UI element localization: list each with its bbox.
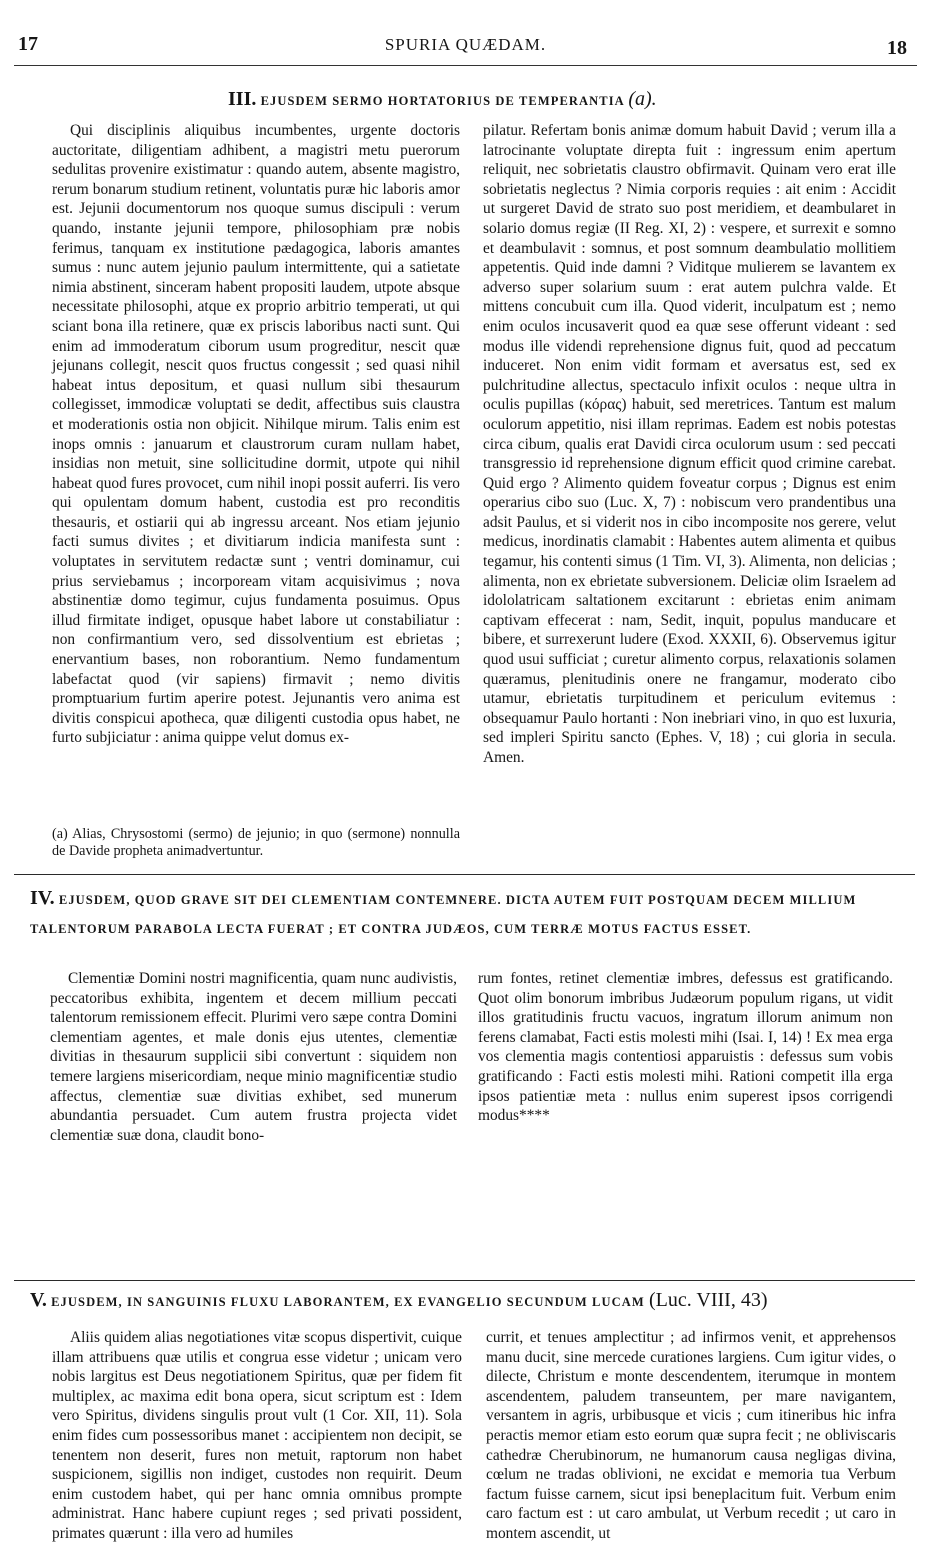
- section-4-heading: [30, 884, 901, 944]
- section-3-footnote: (a) Alias, Chrysostomi (sermo) de jejunio; in quo (sermone) nonnulla de Davide propheta animadvertuntur.: [52, 826, 460, 859]
- page-number-left: 17: [18, 33, 38, 55]
- section-5-left-text: Aliis quidem alias negotiationes vitæ scopus dispertivit, cuique illam attribuens quæ utilis et congrua esse videtur ; unicam vero nobis largitus est Deus negotiationem Spiritus, quæ per fidem fit multiplex, ac maxima edit bona opera, sicut scriptum est : Idem vero Spiritus, dividens singulis prout vult (1 Cor. XII, 11). Sola enim fides cum possessoribus manet : accipientem non decipit, se tenentem non deserit, fures non metuit, raptorum non habet suspicionem, sigillis non indiget, custodes non requirit. Deum enim custodem habet, qui per hanc omnia omnibus prompte administrat. Hanc habere cupiunt reges ; sed privati possident, primates quærunt : illa vero ad humiles: [52, 1329, 462, 1542]
- header-rule: [14, 65, 917, 66]
- section-4-left-column: [50, 969, 457, 1271]
- section-divider: [14, 874, 915, 875]
- section-5-heading: [30, 1287, 910, 1315]
- section-3-title: EJUSDEM SERMO HORTATORIUS DE TEMPERANTIA: [260, 94, 625, 108]
- running-head-title: SPURIA QUÆDAM.: [384, 35, 547, 54]
- section-3-note-mark: (a).: [628, 88, 657, 110]
- section-5-reference: (Luc. VIII, 43): [649, 1289, 768, 1311]
- section-3-numeral: III.: [228, 88, 257, 110]
- section-3-left-text: Qui disciplinis aliquibus incumbentes, urgente doctoris auctoritate, diligentiam adhibent, a magistri metu puerorum sedulitas provenire existimatur : quando autem, absente magistro, rerum bonarum studium retinent, voluntatis puræ hic laboris amor est. Jejunii documentorum nos quoque sumus discipuli : verum quando, instante jejunii tempore, philosophiam præ nobis ferimus, tanquam ex institutione pædagogica, laboris amantes sumus : nunc autem jejunio paulum intermittente, qui a satietate nimia abstinent, sinceram habent propositi laudem, utpote absque necessitate philosophi, atque ex proprio arbitrio temperati, ut qui sciant bona illa retinere, quæ ex priscis laboribus nacti sunt. Qui enim ad immoderatum ciborum usum progreditur, nescit quæ jejunans collegit, nescit quos fructus congessit ; sed quasi nihil habeat intus depositum, et quasi nullum sibi thesaurum collegisset, immodicæ voluptati se dedit, affectibus suis claustra et moderationis ostia non objicit. Nihilque mirum. Talis enim est inops omnis : januarum et claustrorum curam nullam habet, insidias non metuit, sine sollicitudine dormit, utpote qui nihil habeat quod fures provocet, cum nihil inopi possit auferri. Iis vero qui opulentam domum habent, custodia est pro reconditis thesauris, et ostiarii qui ab ingressu arceant. Nos etiam jejunio facti sumus divites ; et divitiarum indicia manifesta sunt : voluptates in servitutem redactæ sunt ; ventri dominamur, cui prius serviebamus ; incorpoream vitam acquisivimus ; nova abstinentiæ domo tegimur, cujus fundamenta posuimus. Opus illud firmitate indiget, opusque habet labore ut constabiliatur : non confirmantium vero, sed dissolventium est ebrietas ; enervantium bases, non roborantium. Nemo fundamentum labefactat quod (vir sapiens) firmavit ; nemo divitis promptuarium furtim aperire potest. Jejunantis vero anima est divitis conspicui apotheca, quæ diligenti custodia opus habet, ne furto subjiciatur : anima quippe velut domus ex-: [52, 122, 460, 747]
- page-number-right: 18: [887, 37, 907, 59]
- section-3-heading: [228, 86, 657, 114]
- section-4-left-text: Clementiæ Domini nostri magnificentia, quam nunc audivistis, peccatoribus exhibita, ingentem et decem millium peccati talentorum remissionem effecit. Plurimi vero sæpe contra Domini clementiam agentes, et male donis ejus utentes, clementiæ divitias in thesaurum supplicii sibi convertunt : siquidem non temere largiens misericordiam, neque minio magnificentiæ studio affectus, clementiæ suæ divitias exhibet, sed munerum abundantia persuadet. Cum autem frustra projecta videt clementiæ suæ dona, claudit bono-: [50, 970, 457, 1144]
- section-4-right-text: rum fontes, retinet clementiæ imbres, defessus est gratificando. Quot olim bonorum imbribus Judæorum populum rigans, ut vidit illos gratitudinis fructu vacuos, ingratum illorum animum non ferens clamabat, Facti estis molesti mihi (Isai. I, 14) ! Ex mea erga vos clementia magis contentiosi apparuistis : defessus sum vobis gratificando : Facti estis molesti mihi. Rationi competit illa erga ipsos patientiæ meta : nullus enim superest ipsos corrigendi modus****: [478, 970, 893, 1125]
- section-5-right-column: [486, 1328, 896, 1542]
- section-5-right-text: currit, et tenues amplectitur ; ad infirmos venit, et apprehensos manu ducit, sine mercede curationes largiens. Cum igitur vides, o dilecte, Christum e monte descendentem, iterumque in montem ascendentem, paludem transeuntem, per mare navigantem, versantem in agris, urbibusque et vicis ; cum itineribus hic infra peractis memor etiam esto eorum quæ supra fecit ; ne obliviscaris cathedræ Cherubinorum, ne humanorum causa negligas divina, cœlum ne tradas oblivioni, ne excidat e memoria tua Verbum factum fuisse carnem, sicut ipsi beneplacitum fuit. Verbum enim caro factum est : ut caro ambulat, ut Verbum recedit ; ut caro in montem ascendit, ut: [486, 1329, 896, 1542]
- section-5-title: EJUSDEM, IN SANGUINIS FLUXU LABORANTEM, EX EVANGELIO SECUNDUM LUCAM: [51, 1295, 645, 1309]
- section-3-right-text: pilatur. Refertam bonis animæ domum habuit David ; verum illa a latrocinante voluptate direpta fuit : ingressum enim apertum reliquit, nec sobrietatis claustro obfirmavit. Quinam vero erat ille sobrietatis neglectus ? Nimia corporis requies : ait enim : Accidit ut surgeret David de strato suo post meridiem, et deambularet in solario domus regiæ (II Reg. XI, 2) : vespere, et surrexit e somno et deambulavit : somnus, et post somnum deambulatio mollitiem appetentis. Quid inde damni ? Viditque mulierem se lavantem ex adverso super solarium suum : erat autem pulchra valde. Et mittens concubuit cum illa. Quod viderit, inculpatum est ; nemo enim oculos incusaverit quod ea quæ sese offerunt videant : sed modus ille videndi reprehensione dignus fuit, quod ad peccatum induceret. Non enim vidit formam et aversatus est, sed ex pulchritudine allectus, spectaculo infixit oculos : neque ultra in oculis pupillas (κόρας) habuit, sed meretrices. Tantum est malum oculorum appetitio, nisi illam reprimas. Eadem est nobis potestas circa cibum, qualis erat Davidi circa oculorum usum : sed peccati transgressio id reprehensione dignum efficit quod crimine carebat. Quid ergo ? Alimento quidem foveatur corpus ; Dignus est enim operarius cibo suo (Luc. X, 7) : nobiscum vero prandentibus una adsit Paulus, et si viderit nos in cibo incomposite nos gerere, velut medicus, inordinatis clamabit : Habentes autem alimenta et quibus tegamur, his contenti simus (1 Tim. VI, 3). Alimenta, non delicias ; alimenta, non ex ebrietate subversionem. Deliciæ olim Israelem ad idololatricam saltationem excitarunt : ebrietas enim animam captivam effecerat : nam, Sedit, inquit, populus manducare et bibere, et surrexerunt ludere (Exod. XXXII, 6). Observemus igitur quod usui sufficiat ; curetur alimento corpus, relaxationis solamen quæramus, plenitudinis onere ne frangamur, moderato cibo utamur, ebrietatis turpitudinem et periculum evitemus : obsequamur Paulo hortanti : Non inebriari vino, in quo est luxuria, sed impleri Spiritu sancto (Ephes. V, 18) ; cui gloria in secula. Amen.: [483, 122, 896, 766]
- section-4-numeral: IV.: [30, 887, 55, 909]
- section-divider: [14, 1280, 915, 1281]
- section-5-numeral: V.: [30, 1289, 47, 1311]
- section-4-right-column: [478, 969, 893, 1271]
- running-head: [14, 33, 917, 61]
- section-3-right-column: [483, 121, 896, 857]
- section-3-left-column: [52, 121, 460, 818]
- section-5-left-column: [52, 1328, 462, 1542]
- section-4-title: EJUSDEM, QUOD GRAVE SIT DEI CLEMENTIAM CONTEMNERE. DICTA AUTEM FUIT POSTQUAM DECEM MILLIUM TALENTORUM PARABOLA LECTA FUERAT ; ET CONTRA JUDÆOS, CUM TERRÆ MOTUS FACTUS ESSET.: [30, 893, 857, 936]
